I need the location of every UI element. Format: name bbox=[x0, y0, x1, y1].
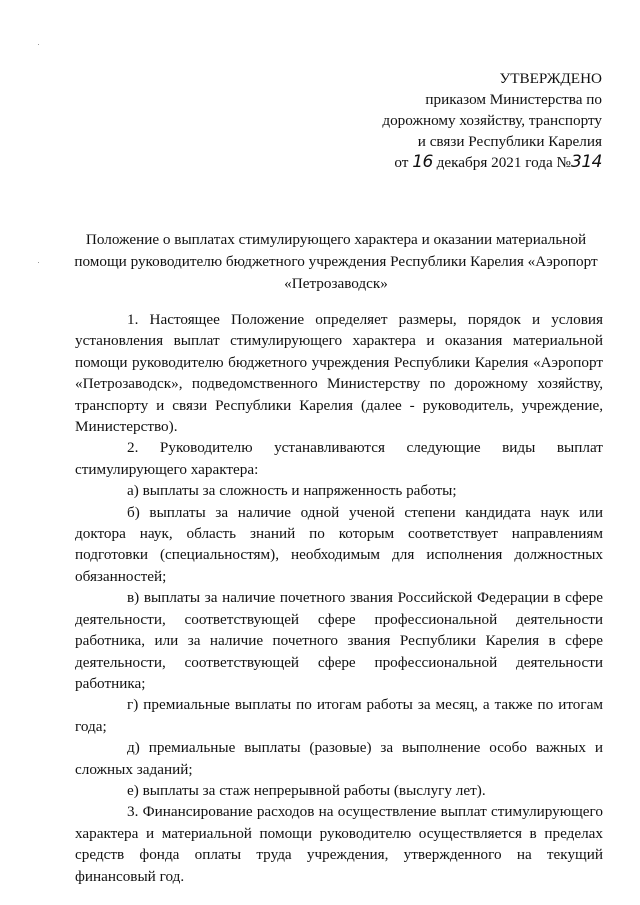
word: выплат bbox=[556, 439, 603, 457]
date-suffix: декабря 2021 года № bbox=[436, 154, 572, 171]
document-body bbox=[75, 309, 603, 887]
word: 2. bbox=[127, 439, 139, 457]
scan-speck bbox=[38, 44, 39, 45]
word: виды bbox=[502, 439, 536, 457]
approval-line: и связи Республики Карелия bbox=[417, 133, 602, 150]
title-line: Положение о выплатах стимулирующего характера и оказании материальной bbox=[85, 231, 587, 248]
list-item-c: в) выплаты за наличие почетного звания Российской Федерации в сфере деятельности, соответствующей сфере профессиональной деятельности работника, или за наличие почетного звания Республики Карелия в сфере деятельности, соответствующей сфере профессиональной деятельности работника; bbox=[75, 589, 603, 692]
list-item-d: г) премиальные выплаты по итогам работы за месяц, а также по итогам года; bbox=[75, 696, 603, 735]
word: устанавливаются bbox=[274, 439, 385, 457]
approval-line: дорожному хозяйству, транспорту bbox=[382, 112, 602, 129]
list-item-f: е) выплаты за стаж непрерывной работы (выслугу лет). bbox=[127, 781, 486, 799]
word: следующие bbox=[406, 439, 481, 457]
title-line: помощи руководителю бюджетного учреждения Республики Карелия «Аэропорт bbox=[74, 253, 598, 270]
paragraph-3: 3. Финансирование расходов на осуществление выплат стимулирующего характера и материальной помощи руководителю осуществляется в пределах средств фонда оплаты труда учреждения, утвержденного на текущий финансовый год. bbox=[75, 803, 603, 885]
scan-speck bbox=[38, 262, 39, 263]
paragraph-2-first-line bbox=[75, 437, 603, 458]
approval-line: приказом Министерства по bbox=[425, 91, 602, 108]
paragraph-2-continuation: стимулирующего характера: bbox=[75, 460, 259, 478]
handwritten-order-number: 314 bbox=[571, 152, 602, 172]
date-prefix: от bbox=[394, 154, 409, 171]
approval-date-line bbox=[382, 152, 602, 173]
document-title bbox=[70, 229, 602, 295]
approval-stamp-block bbox=[382, 68, 602, 173]
title-line: «Петрозаводск» bbox=[284, 275, 388, 292]
list-item-e: д) премиальные выплаты (разовые) за выполнение особо важных и сложных заданий; bbox=[75, 739, 603, 778]
list-item-a: а) выплаты за сложность и напряженность работы; bbox=[127, 482, 457, 500]
word: Руководителю bbox=[159, 439, 253, 457]
list-item-b: б) выплаты за наличие одной ученой степени кандидата наук или доктора наук, область знаний по которым соответствует направлениям подготовки (специальностям), необходимым для исполнения должностных обязанностей; bbox=[75, 503, 603, 585]
handwritten-day: 16 bbox=[412, 152, 433, 172]
approval-heading: УТВЕРЖДЕНО bbox=[499, 70, 602, 87]
paragraph-1: 1. Настоящее Положение определяет размеры, порядок и условия установления выплат стимулирующего характера и оказания материальной помощи руководителю бюджетного учреждения Республики Карелия «Аэропорт «Петрозаводск», подведомственного Министерству по дорожному хозяйству, транспорту и связи Республики Карелия (далее - руководитель, учреждение, Министерство). bbox=[75, 311, 603, 436]
